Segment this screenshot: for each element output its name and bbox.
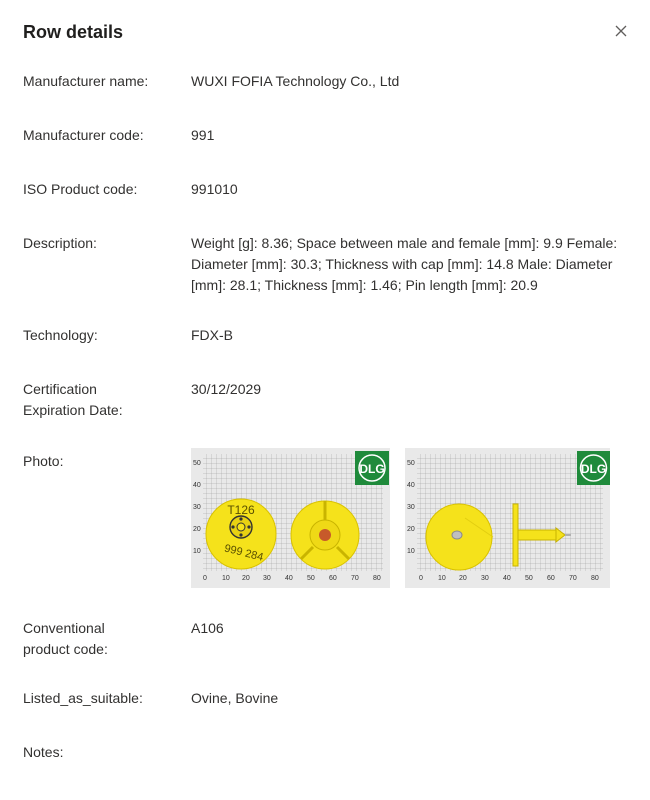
x-tick: 20: [459, 575, 467, 582]
field-value: FDX-B: [191, 327, 233, 343]
field-value: 30/12/2029: [191, 381, 262, 397]
x-tick: 70: [569, 575, 577, 582]
tag-text: T126: [227, 503, 255, 517]
svg-text:DLG: DLG: [359, 462, 385, 476]
y-tick: 50: [193, 460, 201, 467]
field-value: Weight [g]: 8.36; Space between male and female [mm]: 9.9 Female: Diameter [mm]: 30.3; Thickness with cap [mm]: 14.8 Male: Diameter [mm]: 28.1; Thickness [mm]: 1.46; Pin length [mm]: 20.9: [191, 235, 618, 293]
field-value: Ovine, Bovine: [191, 690, 279, 706]
x-tick: 20: [242, 575, 250, 582]
x-tick: 50: [525, 575, 533, 582]
svg-text:DLG: DLG: [580, 462, 607, 476]
x-tick: 30: [263, 575, 271, 582]
y-tick: 20: [407, 526, 415, 533]
field-label: Certification Expiration Date:: [23, 381, 123, 418]
field-label: Listed_as_suitable:: [23, 690, 143, 706]
x-tick: 80: [373, 575, 381, 582]
panel-title: Row details: [23, 22, 124, 42]
y-tick: 40: [193, 482, 201, 489]
y-tick: 40: [407, 482, 415, 489]
y-tick: 10: [407, 548, 415, 555]
x-tick: 40: [503, 575, 511, 582]
tag-side-photo: [405, 448, 610, 588]
x-tick: 80: [591, 575, 599, 582]
x-tick: 0: [419, 575, 423, 582]
field-label: Manufacturer name:: [23, 73, 149, 89]
y-tick: 20: [193, 526, 201, 533]
field-label: Description:: [23, 235, 97, 251]
x-tick: 40: [285, 575, 293, 582]
field-value: A106: [191, 620, 224, 636]
tag-number: 999 284: [222, 542, 265, 564]
x-tick: 10: [222, 575, 230, 582]
field-label: Conventional product code:: [23, 620, 108, 657]
close-icon[interactable]: [612, 22, 630, 40]
x-tick: 10: [438, 575, 446, 582]
y-tick: 30: [407, 504, 415, 511]
x-tick: 70: [351, 575, 359, 582]
x-tick: 30: [481, 575, 489, 582]
y-tick: 30: [193, 504, 201, 511]
x-tick: 60: [547, 575, 555, 582]
y-tick: 10: [193, 548, 201, 555]
field-label: Technology:: [23, 327, 98, 343]
x-tick: 50: [307, 575, 315, 582]
field-label: Notes:: [23, 744, 64, 760]
field-label: Manufacturer code:: [23, 127, 144, 143]
x-tick: 60: [329, 575, 337, 582]
field-value: 991010: [191, 181, 238, 197]
dlg-logo: [577, 451, 610, 485]
field-value: 991: [191, 127, 215, 143]
tag-front-photo: [191, 448, 390, 588]
field-label: Photo:: [23, 453, 64, 469]
field-label: ISO Product code:: [23, 181, 138, 197]
field-value: WUXI FOFIA Technology Co., Ltd: [191, 73, 400, 89]
x-tick: 0: [203, 575, 207, 582]
y-tick: 50: [407, 460, 415, 467]
dlg-logo: [355, 451, 389, 485]
